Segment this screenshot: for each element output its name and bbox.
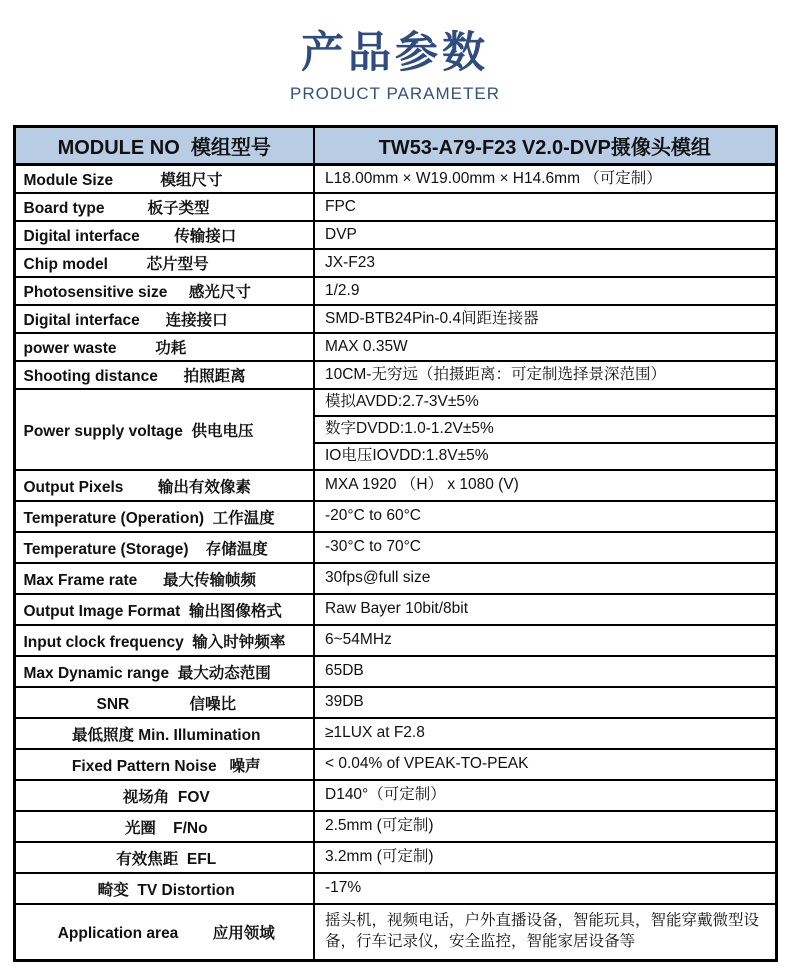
table-row xyxy=(14,594,776,625)
spec-value-cell: 模拟AVDD:2.7-3V±5% xyxy=(314,389,776,416)
spec-label-cell: Fixed Pattern Noise 噪声 xyxy=(14,749,314,780)
table-row xyxy=(14,749,776,780)
spec-label-cell: Input clock frequency 输入时钟频率 xyxy=(14,625,314,656)
table-row xyxy=(14,873,776,904)
spec-value-cell: 10CM-无穷远（拍摄距离：可定制选择景深范围） xyxy=(314,361,776,389)
table-row xyxy=(14,361,776,389)
spec-label-cell: Max Frame rate 最大传输帧频 xyxy=(14,563,314,594)
spec-table-body xyxy=(14,165,776,960)
spec-value-cell: -17% xyxy=(314,873,776,904)
page-header xyxy=(0,0,790,104)
spec-value-cell: -20°C to 60°C xyxy=(314,501,776,532)
spec-value-cell: 6~54MHz xyxy=(314,625,776,656)
table-row xyxy=(14,718,776,749)
spec-label-cell: Application area 应用领域 xyxy=(14,904,314,960)
spec-value-cell: SMD-BTB24Pin-0.4间距连接器 xyxy=(314,305,776,333)
table-row xyxy=(14,277,776,305)
spec-label-cell: Digital interface 传输接口 xyxy=(14,221,314,249)
spec-value-cell: DVP xyxy=(314,221,776,249)
spec-value-cell: 2.5mm (可定制) xyxy=(314,811,776,842)
spec-value-cell: L18.00mm × W19.00mm × H14.6mm （可定制） xyxy=(314,165,776,194)
spec-label-cell: SNR 信噪比 xyxy=(14,687,314,718)
spec-label-cell: power waste 功耗 xyxy=(14,333,314,361)
spec-label-cell: Chip model 芯片型号 xyxy=(14,249,314,277)
spec-value-cell: IO电压IOVDD:1.8V±5% xyxy=(314,443,776,470)
module-no-header-label: MODULE NO 模组型号 xyxy=(14,127,314,165)
spec-value-cell: 3.2mm (可定制) xyxy=(314,842,776,873)
spec-label-cell: 有效焦距 EFL xyxy=(14,842,314,873)
module-no-header-row xyxy=(14,127,776,165)
table-row xyxy=(14,193,776,221)
spec-label-cell: 畸变 TV Distortion xyxy=(14,873,314,904)
spec-value-cell: ≥1LUX at F2.8 xyxy=(314,718,776,749)
table-row xyxy=(14,305,776,333)
spec-label-cell: Temperature (Operation) 工作温度 xyxy=(14,501,314,532)
table-row xyxy=(14,470,776,501)
table-row xyxy=(14,780,776,811)
table-row xyxy=(14,904,776,960)
table-row xyxy=(14,687,776,718)
spec-value-cell: FPC xyxy=(314,193,776,221)
spec-value-cell: MAX 0.35W xyxy=(314,333,776,361)
spec-label-cell: Board type 板子类型 xyxy=(14,193,314,221)
table-row xyxy=(14,165,776,194)
spec-table-head xyxy=(14,127,776,165)
spec-label-cell: Max Dynamic range 最大动态范围 xyxy=(14,656,314,687)
spec-value-cell: 1/2.9 xyxy=(314,277,776,305)
spec-value-cell: -30°C to 70°C xyxy=(314,532,776,563)
table-row xyxy=(14,501,776,532)
spec-label-cell: 最低照度 Min. Illumination xyxy=(14,718,314,749)
spec-label-cell: Shooting distance 拍照距离 xyxy=(14,361,314,389)
spec-label-cell: Photosensitive size 感光尺寸 xyxy=(14,277,314,305)
spec-value-cell: 摇头机，视频电话，户外直播设备，智能玩具，智能穿戴微型设备，行车记录仪，安全监控，智能家居设备等 xyxy=(314,904,776,960)
spec-value-cell: JX-F23 xyxy=(314,249,776,277)
table-row xyxy=(14,563,776,594)
spec-value-cell: Raw Bayer 10bit/8bit xyxy=(314,594,776,625)
spec-value-cell: < 0.04% of VPEAK-TO-PEAK xyxy=(314,749,776,780)
spec-label-cell: Power supply voltage 供电电压 xyxy=(14,389,314,470)
spec-label-cell: Module Size 模组尺寸 xyxy=(14,165,314,194)
table-row xyxy=(14,249,776,277)
page-subtitle: PRODUCT PARAMETER xyxy=(289,84,500,104)
table-row xyxy=(14,811,776,842)
product-spec-table xyxy=(13,125,778,961)
table-row xyxy=(14,625,776,656)
table-row xyxy=(14,656,776,687)
spec-label-cell: Temperature (Storage) 存储温度 xyxy=(14,532,314,563)
spec-value-cell: 65DB xyxy=(314,656,776,687)
table-row xyxy=(14,221,776,249)
table-row xyxy=(14,389,776,416)
table-row xyxy=(14,532,776,563)
spec-label-cell: Output Image Format 输出图像格式 xyxy=(14,594,314,625)
spec-value-cell: D140°（可定制） xyxy=(314,780,776,811)
module-no-header-value: TW53-A79-F23 V2.0-DVP摄像头模组 xyxy=(314,127,776,165)
page-title: 产品参数 xyxy=(301,29,489,77)
spec-label-cell: Output Pixels 输出有效像素 xyxy=(14,470,314,501)
spec-value-cell: 数字DVDD:1.0-1.2V±5% xyxy=(314,416,776,443)
spec-value-cell: 30fps@full size xyxy=(314,563,776,594)
spec-label-cell: 光圈 F/No xyxy=(14,811,314,842)
spec-value-cell: MXA 1920 （H） x 1080 (V) xyxy=(314,470,776,501)
spec-value-cell: 39DB xyxy=(314,687,776,718)
spec-label-cell: 视场角 FOV xyxy=(14,780,314,811)
table-row xyxy=(14,842,776,873)
spec-label-cell: Digital interface 连接接口 xyxy=(14,305,314,333)
table-row xyxy=(14,333,776,361)
